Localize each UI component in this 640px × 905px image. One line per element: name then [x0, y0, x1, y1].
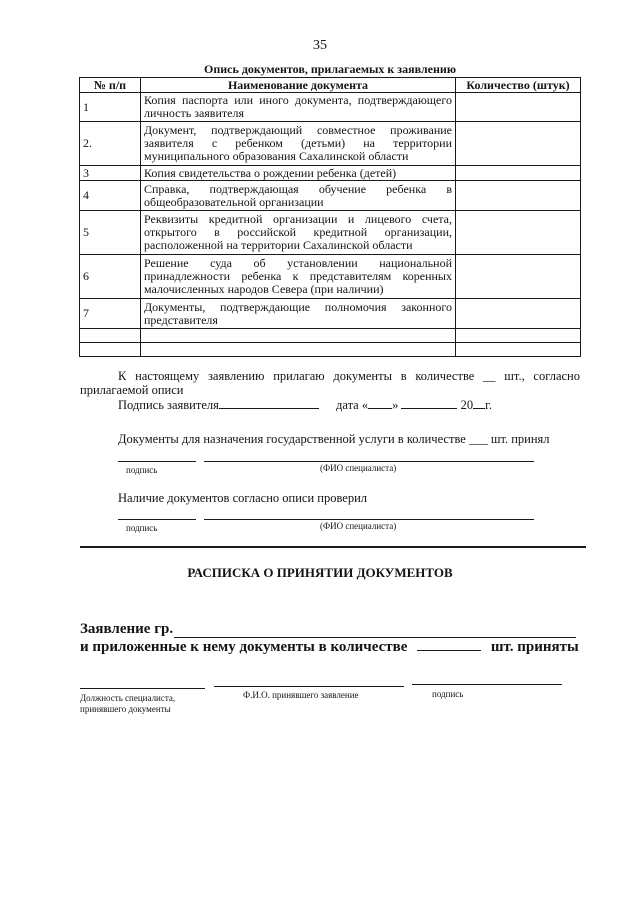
sig1-sign-line[interactable]: [118, 461, 196, 462]
table-row: [80, 166, 581, 181]
cell-num: 2.: [80, 122, 141, 166]
sig2-sign-caption: подпись: [126, 523, 158, 533]
receipt-position-caption-line1: Должность специалиста,: [80, 693, 176, 703]
cell-qty[interactable]: [456, 255, 581, 299]
date-close-quote: »: [392, 398, 399, 412]
receipt-applicant-label: Заявление гр.: [80, 621, 174, 637]
receipt-position-line[interactable]: [80, 688, 205, 689]
receipt-line1: [80, 621, 173, 638]
sig1-sign-caption: подпись: [126, 465, 158, 475]
table-header-row: [80, 78, 581, 93]
checked-text: Наличие документов согласно описи проверил: [118, 491, 367, 505]
receipt-quantity-blank[interactable]: [417, 650, 481, 651]
header-num: № п/п: [80, 78, 141, 93]
cell-qty[interactable]: [456, 343, 581, 357]
cell-name: Справка, подтверждающая обучение ребенка в общеобразовательной организации: [141, 181, 456, 211]
sig2-fio-line[interactable]: [204, 519, 534, 520]
date-label: дата «: [335, 398, 369, 412]
cell-name: [141, 343, 456, 357]
cell-num: 7: [80, 299, 141, 329]
receipt-applicant-line[interactable]: [174, 637, 576, 638]
cell-qty[interactable]: [456, 93, 581, 122]
cell-name: [141, 329, 456, 343]
applicant-signature-label: Подпись заявителя: [118, 398, 219, 412]
accepted-text: Документы для назначения государственной услуги в количестве ___ шт. принял: [118, 432, 550, 446]
receipt-sign-caption: подпись: [432, 689, 464, 699]
cell-name: Документы, подтверждающие полномочия законного представителя: [141, 299, 456, 329]
inventory-title: Опись документов, прилагаемых к заявлению: [204, 62, 456, 76]
attach-text: К настоящему заявлению прилагаю документы в количестве __ шт., согласно прилагаемой описи: [80, 369, 580, 397]
receipt-sign-line[interactable]: [412, 684, 562, 685]
cell-num: 4: [80, 181, 141, 211]
cell-name: Реквизиты кредитной организации и лицевого счета, открытого в российской кредитной организации, расположенной на территории Сахалинской области: [141, 211, 456, 255]
cell-qty[interactable]: [456, 299, 581, 329]
year-prefix: 20: [460, 398, 474, 412]
sig1-fio-caption: (ФИО специалиста): [320, 463, 397, 473]
cell-qty[interactable]: [456, 166, 581, 181]
section-divider: [80, 546, 586, 548]
table-row: [80, 122, 581, 166]
cell-num: [80, 343, 141, 357]
receipt-line2: [80, 639, 579, 656]
receipt-position-caption: [80, 693, 175, 715]
cell-name: Копия паспорта или иного документа, подтверждающего личность заявителя: [141, 93, 456, 122]
cell-qty[interactable]: [456, 181, 581, 211]
table-row: [80, 211, 581, 255]
receipt-position-caption-line2: принявшего документы: [80, 704, 171, 714]
receipt-fio-line[interactable]: [214, 686, 404, 687]
date-day-blank[interactable]: [368, 408, 392, 409]
table-row: [80, 93, 581, 122]
applicant-signature-row: [118, 398, 492, 412]
date-month-blank[interactable]: [401, 408, 457, 409]
header-qty: Количество (штук): [456, 78, 581, 93]
receipt-fio-caption: Ф.И.О. принявшего заявление: [243, 690, 359, 700]
cell-num: 6: [80, 255, 141, 299]
sig2-fio-caption: (ФИО специалиста): [320, 521, 397, 531]
year-suffix: г.: [485, 398, 492, 412]
table-row: [80, 255, 581, 299]
cell-num: 1: [80, 93, 141, 122]
cell-num: 3: [80, 166, 141, 181]
cell-num: [80, 329, 141, 343]
cell-name: Решение суда об установлении национальной принадлежности ребенка к представителям коренных малочисленных народов Севера (при наличии): [141, 255, 456, 299]
receipt-accepted-label: шт. приняты: [490, 639, 579, 655]
table-row: [80, 181, 581, 211]
receipt-title: РАСПИСКА О ПРИНЯТИИ ДОКУМЕНТОВ: [187, 565, 453, 580]
header-name: Наименование документа: [141, 78, 456, 93]
cell-name: Копия свидетельства о рождении ребенка (детей): [141, 166, 456, 181]
table-row: [80, 299, 581, 329]
cell-num: 5: [80, 211, 141, 255]
page-number: 35: [313, 38, 327, 53]
year-blank[interactable]: [473, 408, 485, 409]
cell-qty[interactable]: [456, 211, 581, 255]
sig1-fio-line[interactable]: [204, 461, 534, 462]
sig2-sign-line[interactable]: [118, 519, 196, 520]
table-row: [80, 329, 581, 343]
inventory-table: [79, 77, 581, 357]
table-row: [80, 343, 581, 357]
applicant-signature-blank[interactable]: [219, 408, 319, 409]
receipt-quantity-label: и приложенные к нему документы в количестве: [80, 639, 408, 655]
cell-qty[interactable]: [456, 122, 581, 166]
cell-qty[interactable]: [456, 329, 581, 343]
cell-name: Документ, подтверждающий совместное проживание заявителя с ребенком (детьми) на территории муниципального образования Сахалинской области: [141, 122, 456, 166]
